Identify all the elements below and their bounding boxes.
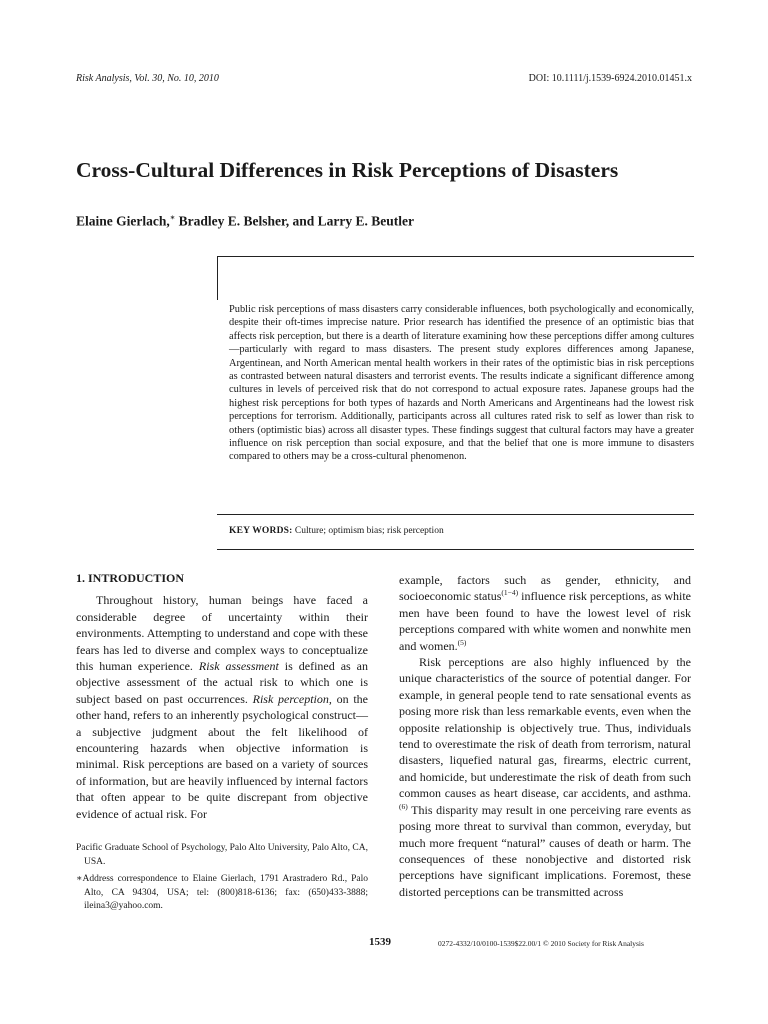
- keywords: [229, 526, 694, 536]
- keywords-text: Culture; optimism bias; risk perception: [294, 526, 444, 536]
- intro-text-b: is defined as an objective assessment of the actual risk to which one is subject based on past occurrences.: [76, 659, 368, 706]
- citation-ref: (1−4): [501, 588, 519, 598]
- right-text-a: example, factors such as gender, ethnicity, and socioeconomic status: [399, 573, 691, 604]
- first-author: Elaine Gierlach,: [76, 213, 170, 229]
- footnotes: [76, 842, 368, 914]
- doi: DOI: 10.1111/j.1539-6924.2010.01451.x: [528, 73, 692, 84]
- author-list: [76, 212, 696, 230]
- page-number: 1539: [369, 936, 391, 948]
- keywords-rule: [217, 549, 694, 550]
- section-heading-introduction: 1. INTRODUCTION: [76, 571, 185, 585]
- right-text-d: This disparity may result in one perceiving rare events as posing more threat to survival than common, everyday, but much more frequent “natural” causes of death or harm. The consequences of these nonobjective and distorted risk perceptions have significant implications. Foremost, these distorted perceptions can be transmitted across: [399, 802, 691, 899]
- right-text-b: influence risk perceptions, as white men have been found to have the lowest level of risk perceptions compared with white women and nonwhite men and women.: [399, 589, 691, 653]
- abstract-rule-bottom: [217, 514, 694, 515]
- other-authors: Bradley E. Belsher, and Larry E. Beutler: [175, 213, 415, 229]
- term-risk-perception: Risk perception,: [252, 691, 332, 706]
- left-column: [76, 570, 368, 822]
- right-paragraph-2: [399, 654, 691, 900]
- correspondence-footnote: ∗Address correspondence to Elaine Gierlach, 1791 Arastradero Rd., Palo Alto, CA 94304, USA; tel: (800)818-6136; fax: (650)433-3888; ileina3@yahoo.com.: [76, 874, 368, 912]
- citation-ref: (6): [399, 801, 408, 811]
- intro-text-c: on the other hand, refers to an inherently psychological construct—a subjective judgment about the felt likelihood of encountering hazards when objective information is minimal. Risk perceptions are based on a variety of sources of information, but are heavily influenced by internal factors that often appear to be quite discrepant from objective evidence of actual risk. For: [76, 691, 368, 821]
- intro-text-a: Throughout history, human beings have faced a considerable degree of uncertainty within their environments. Attempting to understand and cope with these fears has led to diverse and complex ways to conceptualize this human experience.: [76, 593, 368, 674]
- right-paragraph-1: [399, 572, 691, 654]
- citation-ref: (5): [457, 637, 467, 647]
- intro-paragraph-1: [76, 592, 368, 822]
- abstract-rule-top: [217, 256, 694, 257]
- affiliation-footnote: Pacific Graduate School of Psychology, Palo Alto University, Palo Alto, CA, USA.: [76, 843, 368, 867]
- abstract: Public risk perceptions of mass disasters carry considerable influences, both psychologically and economically, despite their oft-times imprecise nature. Prior research has identified the presence of an optimistic bias that affects risk perception, but there is a dearth of literature examining how these perceptions differ among cultures—particularly with regard to mass disasters. The present study explores differences among Japanese, Argentinean, and North American mental health workers in their rates of the optimistic bias in risk perceptions as contrasted between natural disasters and terrorist events. The results indicate a significant difference among cultures in levels of perceived risk that do not correspond to actual exposure rates. Japanese groups had the highest risk perceptions for both types of hazards and North Americans and Argentineans had the lowest risk perceptions for terrorism. Additionally, participants across all cultures rated risk to self as lower than risk to others (optimistic bias) across all disaster types. These findings suggest that cultural factors may have a greater influence on risk perception than social exposure, and that the belief that one is more immune to disasters compared to others may be a cross-cultural phenomenon.: [229, 304, 694, 463]
- paper-title: Cross-Cultural Differences in Risk Perceptions of Disasters: [76, 158, 619, 182]
- abstract-rule-vertical: [217, 256, 218, 300]
- term-risk-assessment: Risk assessment: [198, 659, 279, 674]
- right-column: [399, 572, 691, 900]
- keywords-label: KEY WORDS:: [229, 526, 293, 536]
- correspondence-mark: ∗: [169, 213, 176, 222]
- copyright-imprint: 0272-4332/10/0100-1539$22.00/1 © 2010 Society for Risk Analysis: [438, 939, 644, 948]
- journal-citation: Risk Analysis, Vol. 30, No. 10, 2010: [76, 73, 219, 84]
- right-text-c: Risk perceptions are also highly influenced by the unique characteristics of the source of potential danger. For example, in general people tend to rate sensational events as posing more risk than less remarkable events, even when the opposite relationship is objectively true. Thus, individuals tend to overestimate the risk of death from terrorism, natural disasters, liquefied natural gas, firearms, electric current, and homicide, but underestimate the risk of death from such common causes as heart disease, car accidents, and asthma.: [399, 655, 691, 801]
